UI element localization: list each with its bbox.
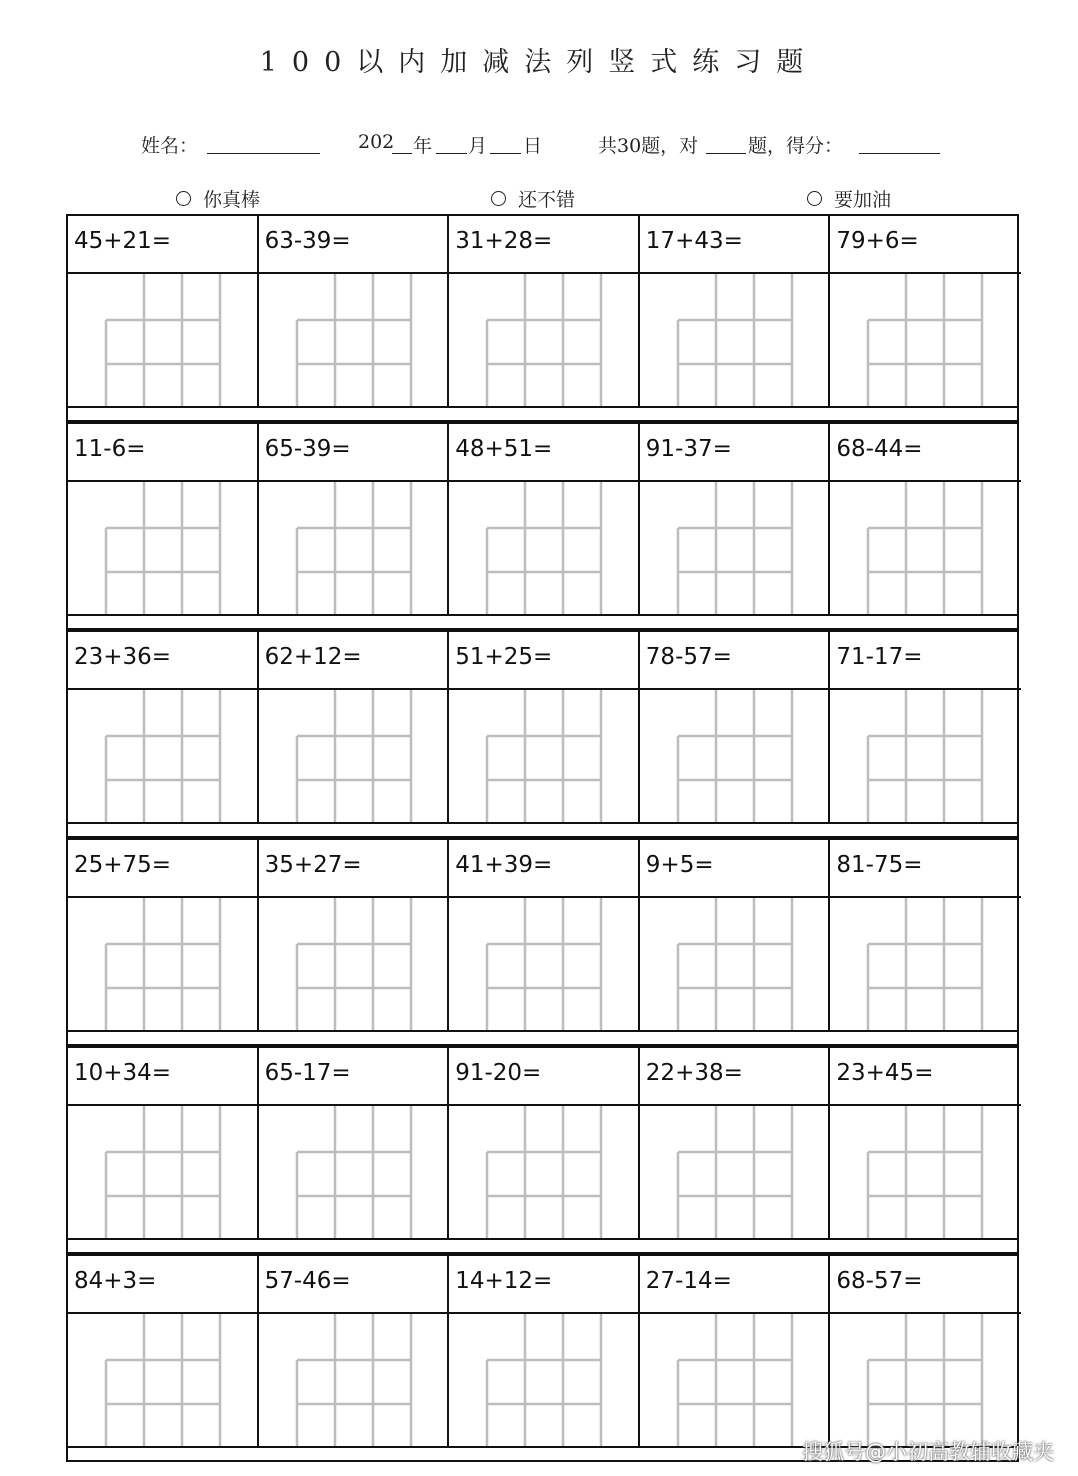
problem-cell: [830, 216, 1021, 274]
work-area[interactable]: [68, 898, 259, 1030]
column-guide-icon: [640, 482, 831, 614]
problem-cell: [830, 1048, 1021, 1106]
problem-cell: [640, 840, 831, 898]
column-guide-icon: [449, 482, 640, 614]
row-separator: [66, 408, 1019, 422]
work-area[interactable]: [259, 1314, 450, 1446]
work-area[interactable]: [830, 274, 1021, 406]
problem-text: 25+75=: [74, 852, 172, 878]
watermark: 搜狐号@小初高教辅收藏夹: [802, 1440, 1054, 1464]
problem-text: 71-17=: [836, 644, 923, 670]
problem-text: 11-6=: [74, 436, 146, 462]
column-guide-icon: [68, 1106, 259, 1238]
row-separator: [66, 616, 1019, 630]
column-guide-icon: [640, 898, 831, 1030]
column-guide-icon: [68, 690, 259, 822]
problem-cell: [449, 632, 640, 690]
column-guide-icon: [830, 898, 1021, 1030]
problem-cell: [640, 1256, 831, 1314]
rating-option-great[interactable]: [176, 185, 260, 212]
column-guide-icon: [259, 1314, 450, 1446]
problem-cell: [259, 216, 450, 274]
work-area[interactable]: [68, 274, 259, 406]
column-guide-icon: [68, 482, 259, 614]
column-guide-icon: [259, 898, 450, 1030]
problem-text: 23+45=: [836, 1060, 934, 1086]
problem-cell: [68, 216, 259, 274]
radio-circle-icon[interactable]: [491, 191, 506, 206]
problem-cell: [449, 1048, 640, 1106]
problem-cell: [259, 424, 450, 482]
work-area[interactable]: [830, 690, 1021, 822]
work-area[interactable]: [68, 690, 259, 822]
problem-row: [66, 838, 1019, 1032]
name-blank[interactable]: [207, 153, 320, 154]
problem-text: 22+38=: [645, 1060, 743, 1086]
problem-text: 27-14=: [645, 1268, 732, 1294]
column-guide-icon: [640, 1314, 831, 1446]
problem-text: 91-37=: [645, 436, 732, 462]
column-guide-icon: [259, 1106, 450, 1238]
year-prefix: 202: [358, 131, 395, 153]
column-guide-icon: [640, 274, 831, 406]
work-area[interactable]: [640, 1314, 831, 1446]
work-area[interactable]: [449, 482, 640, 614]
row-separator: [66, 824, 1019, 838]
work-area[interactable]: [259, 1106, 450, 1238]
problem-text: 79+6=: [836, 228, 919, 254]
problem-cell: [259, 840, 450, 898]
work-area[interactable]: [640, 690, 831, 822]
problem-text: 31+28=: [455, 228, 553, 254]
problem-text: 41+39=: [455, 852, 553, 878]
problem-cell: [640, 1048, 831, 1106]
work-area[interactable]: [640, 482, 831, 614]
column-guide-icon: [259, 690, 450, 822]
problem-grid: [66, 214, 1019, 1450]
work-area[interactable]: [830, 898, 1021, 1030]
problem-cell: [830, 424, 1021, 482]
problem-text: 81-75=: [836, 852, 923, 878]
problem-text: 9+5=: [645, 852, 714, 878]
problem-row: [66, 630, 1019, 824]
rating-option-try-harder[interactable]: [807, 185, 891, 212]
work-area[interactable]: [449, 274, 640, 406]
problem-text: 14+12=: [455, 1268, 553, 1294]
problem-text: 51+25=: [455, 644, 553, 670]
problem-cell: [830, 1256, 1021, 1314]
year-label: 年: [413, 135, 433, 157]
problem-text: 65-39=: [264, 436, 351, 462]
problem-text: 23+36=: [74, 644, 172, 670]
problem-cell: [449, 840, 640, 898]
correct-count-blank[interactable]: [706, 153, 746, 154]
problem-text: 35+27=: [264, 852, 362, 878]
rating-label: 还不错: [518, 189, 576, 211]
work-area[interactable]: [68, 1314, 259, 1446]
problem-text: 68-57=: [836, 1268, 923, 1294]
work-area[interactable]: [259, 274, 450, 406]
problem-text: 65-17=: [264, 1060, 351, 1086]
problem-cell: [68, 424, 259, 482]
problem-text: 45+21=: [74, 228, 172, 254]
problem-text: 84+3=: [74, 1268, 157, 1294]
column-guide-icon: [68, 898, 259, 1030]
work-area[interactable]: [830, 482, 1021, 614]
column-guide-icon: [449, 1106, 640, 1238]
work-area[interactable]: [830, 1106, 1021, 1238]
problem-text: 62+12=: [264, 644, 362, 670]
problem-text: 78-57=: [645, 644, 732, 670]
problem-cell: [68, 632, 259, 690]
column-guide-icon: [640, 1106, 831, 1238]
score-label: 题，得分：: [748, 135, 844, 157]
rating-option-good[interactable]: [491, 185, 575, 212]
problem-row: [66, 1254, 1019, 1448]
problem-cell: [449, 1256, 640, 1314]
problem-cell: [259, 1048, 450, 1106]
column-guide-icon: [830, 690, 1021, 822]
problem-cell: [449, 424, 640, 482]
work-area[interactable]: [640, 274, 831, 406]
problem-row: [66, 214, 1019, 408]
problem-cell: [68, 1256, 259, 1314]
radio-circle-icon[interactable]: [176, 191, 191, 206]
work-area[interactable]: [640, 1106, 831, 1238]
problem-cell: [640, 424, 831, 482]
score-blank[interactable]: [859, 153, 940, 154]
day-label: 日: [523, 135, 543, 157]
work-area[interactable]: [68, 1106, 259, 1238]
problem-text: 63-39=: [264, 228, 351, 254]
row-separator: [66, 1032, 1019, 1046]
problem-text: 10+34=: [74, 1060, 172, 1086]
student-info-line: [0, 131, 1078, 161]
column-guide-icon: [259, 482, 450, 614]
problem-cell: [259, 1256, 450, 1314]
work-area[interactable]: [449, 690, 640, 822]
column-guide-icon: [830, 1314, 1021, 1446]
rating-label: 你真棒: [203, 189, 261, 211]
work-area[interactable]: [449, 1314, 640, 1446]
problem-cell: [640, 216, 831, 274]
problem-row: [66, 1046, 1019, 1240]
column-guide-icon: [830, 482, 1021, 614]
problem-cell: [68, 1048, 259, 1106]
self-rating: [0, 185, 1078, 213]
column-guide-icon: [830, 274, 1021, 406]
year-blank[interactable]: [392, 153, 412, 154]
column-guide-icon: [259, 274, 450, 406]
work-area[interactable]: [449, 898, 640, 1030]
name-label: 姓名：: [141, 135, 199, 157]
page-title: 100以内加减法列竖式练习题: [259, 47, 819, 78]
problem-cell: [830, 840, 1021, 898]
work-area[interactable]: [68, 482, 259, 614]
problem-text: 17+43=: [645, 228, 743, 254]
problem-cell: [830, 632, 1021, 690]
problem-text: 57-46=: [264, 1268, 351, 1294]
radio-circle-icon[interactable]: [807, 191, 822, 206]
month-label: 月: [468, 135, 488, 157]
work-area[interactable]: [640, 898, 831, 1030]
work-area[interactable]: [259, 898, 450, 1030]
column-guide-icon: [68, 1314, 259, 1446]
work-area[interactable]: [830, 1314, 1021, 1446]
month-blank[interactable]: [436, 153, 467, 154]
work-area[interactable]: [449, 1106, 640, 1238]
problem-text: 68-44=: [836, 436, 923, 462]
problem-text: 48+51=: [455, 436, 553, 462]
column-guide-icon: [449, 1314, 640, 1446]
problem-text: 91-20=: [455, 1060, 542, 1086]
problem-cell: [68, 840, 259, 898]
column-guide-icon: [449, 898, 640, 1030]
column-guide-icon: [640, 690, 831, 822]
column-guide-icon: [830, 1106, 1021, 1238]
rating-label: 要加油: [834, 189, 892, 211]
problem-row: [66, 422, 1019, 616]
work-area[interactable]: [259, 690, 450, 822]
column-guide-icon: [68, 274, 259, 406]
total-label: 共30题，对: [598, 135, 699, 157]
column-guide-icon: [449, 690, 640, 822]
column-guide-icon: [449, 274, 640, 406]
day-blank[interactable]: [490, 153, 521, 154]
work-area[interactable]: [259, 482, 450, 614]
row-separator: [66, 1240, 1019, 1254]
problem-cell: [449, 216, 640, 274]
problem-cell: [640, 632, 831, 690]
problem-cell: [259, 632, 450, 690]
